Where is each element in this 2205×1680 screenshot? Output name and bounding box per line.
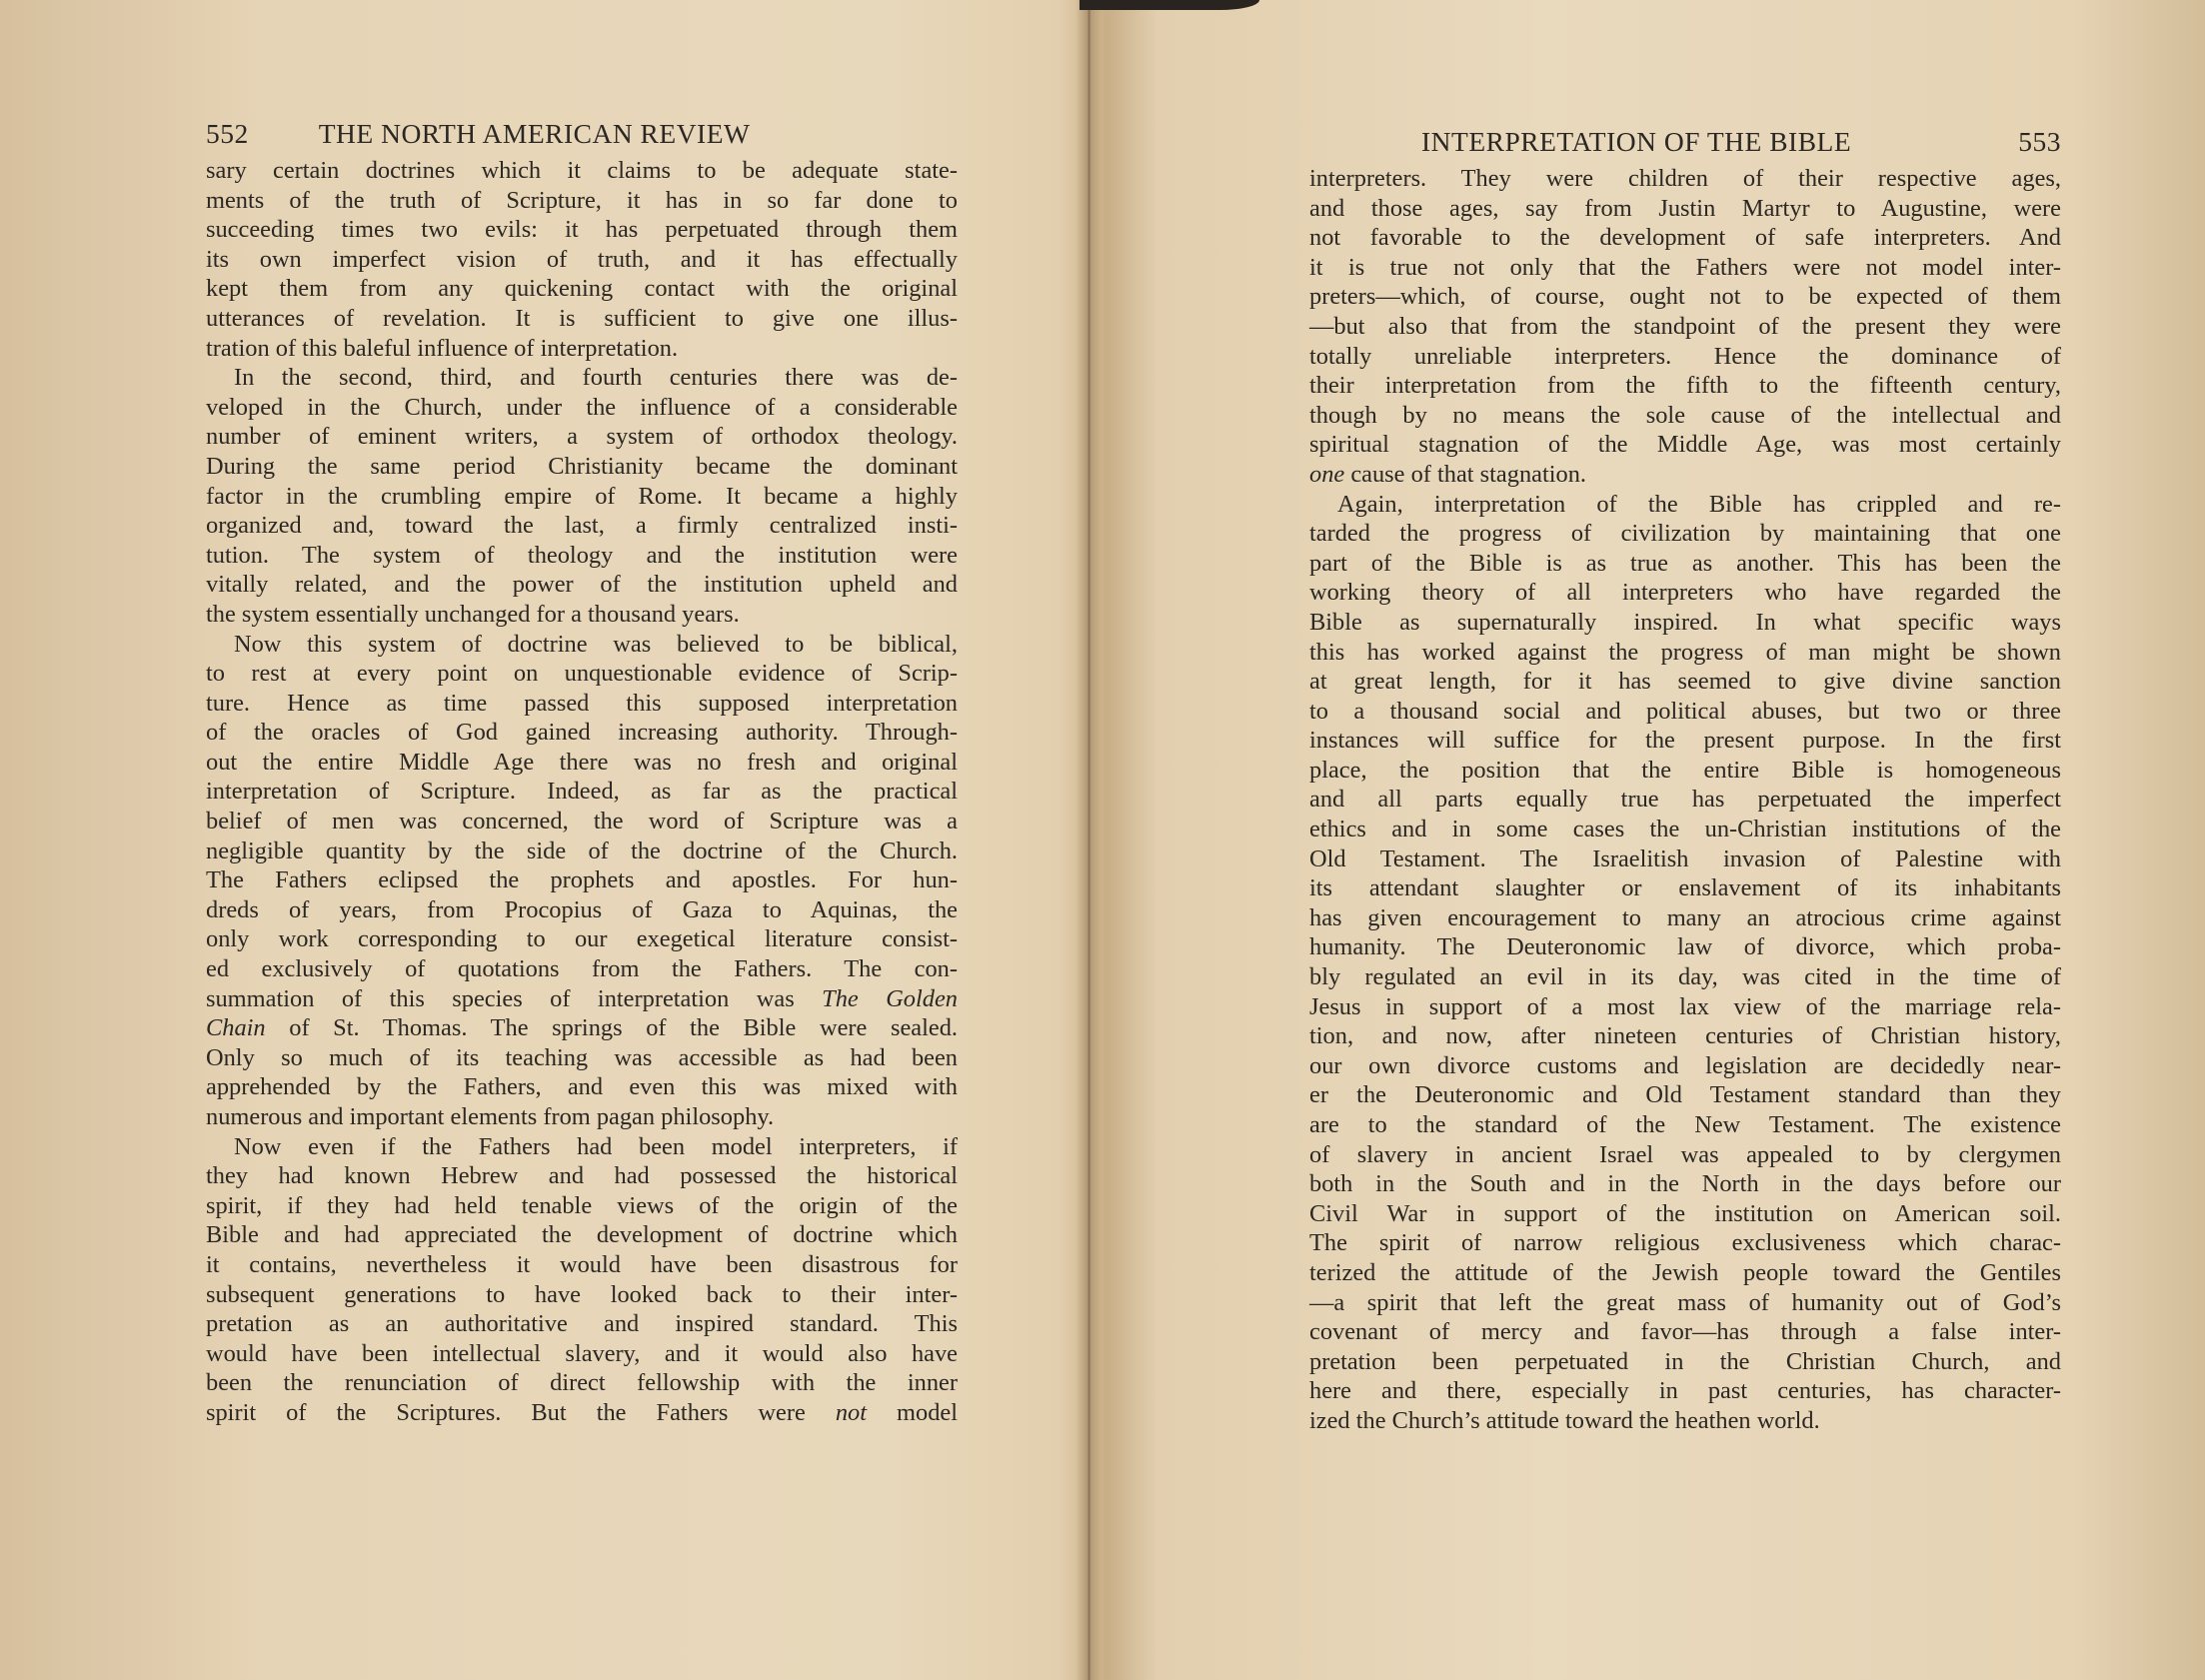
text-line: Old Testament. The Israelitish invasion of Palestine with <box>1309 844 2061 872</box>
text-line: Now this system of doctrine was believed to be biblical, <box>234 630 958 658</box>
text-line: tution. The system of theology and the institution were <box>206 541 958 569</box>
left-running-title: THE NORTH AMERICAN REVIEW <box>318 118 751 149</box>
paragraph <box>1309 490 2061 1436</box>
text-line: —but also that from the standpoint of the present they were <box>1309 312 2061 340</box>
book-gutter <box>1076 0 1102 1680</box>
text-line: Now even if the Fathers had been model interpreters, if <box>234 1132 958 1160</box>
text-line: kept them from any quickening contact with the original <box>206 275 958 303</box>
text-line: of slavery in ancient Israel was appealed to by clergymen <box>1309 1140 2061 1168</box>
text-line: ments of the truth of Scripture, it has in so far done to <box>206 186 958 214</box>
text-line: totally unreliable interpreters. Hence the dominance of <box>1309 342 2061 370</box>
text-line: organized and, toward the last, a firmly centralized insti- <box>206 512 958 540</box>
text-line: ized the Church’s attitude toward the heathen world. <box>1309 1406 1820 1434</box>
text-line: Again, interpretation of the Bible has crippled and re- <box>1337 490 2061 518</box>
text-line: sary certain doctrines which it claims to be adequate state- <box>206 157 958 184</box>
right-body-text <box>1309 164 2061 1436</box>
text-line: pretation been perpetuated in the Christian Church, and <box>1309 1347 2061 1375</box>
text-line: our own divorce customs and legislation are decidedly near- <box>1309 1051 2061 1079</box>
text-line: Bible and had appreciated the development of doctrine which <box>206 1221 958 1249</box>
text-line: During the same period Christianity became the dominant <box>206 452 958 480</box>
text-line: and those ages, say from Justin Martyr to Augustine, were <box>1309 194 2061 222</box>
text-line: here and there, especially in past centuries, has character- <box>1309 1377 2061 1405</box>
cover-edge <box>1080 0 1259 10</box>
text-line: Bible as supernaturally inspired. In what specific ways <box>1309 608 2061 636</box>
text-line: both in the South and in the North in the days before our <box>1309 1170 2061 1198</box>
left-running-head <box>206 118 958 150</box>
text-line: to a thousand social and political abuses, but two or three <box>1309 697 2061 725</box>
text-line: tration of this baleful influence of interpretation. <box>206 334 679 362</box>
text-line: tion, and now, after nineteen centuries of Christian history, <box>1309 1022 2061 1050</box>
text-line: working theory of all interpreters who have regarded the <box>1309 579 2061 607</box>
text-line: Chain of St. Thomas. The springs of the Bible were sealed. <box>206 1014 958 1042</box>
text-line: Civil War in support of the institution on American soil. <box>1309 1199 2061 1227</box>
text-line: The Fathers eclipsed the prophets and apostles. For hun- <box>206 866 958 894</box>
text-line: In the second, third, and fourth centuries there was de- <box>234 364 958 392</box>
text-line: veloped in the Church, under the influence of a considerable <box>206 393 958 421</box>
paragraph <box>206 630 958 1132</box>
text-line: part of the Bible is as true as another. This has been the <box>1309 549 2061 577</box>
text-line: spirit of the Scriptures. But the Fathers were not model <box>206 1398 959 1426</box>
text-line: dreds of years, from Procopius of Gaza to Aquinas, the <box>206 895 958 923</box>
text-line: apprehended by the Fathers, and even this was mixed with <box>206 1073 958 1101</box>
right-page <box>1309 126 2061 1436</box>
text-line: place, the position that the entire Bible is homogeneous <box>1309 756 2061 784</box>
text-line: spiritual stagnation of the Middle Age, was most certainly <box>1309 431 2061 459</box>
left-page-number: 552 <box>206 118 249 149</box>
text-line: only work corresponding to our exegetical literature consist- <box>206 925 958 953</box>
text-line: interpretation of Scripture. Indeed, as far as the practical <box>206 778 958 806</box>
text-line: The spirit of narrow religious exclusiveness which charac- <box>1309 1229 2061 1257</box>
text-line: pretation as an authoritative and inspired standard. This <box>206 1310 958 1338</box>
text-line: summation of this species of interpretation was The Golden <box>206 984 958 1012</box>
text-line: the system essentially unchanged for a thousand years. <box>206 600 740 628</box>
text-line: subsequent generations to have looked back to their inter- <box>206 1280 958 1308</box>
paragraph <box>1309 164 2061 490</box>
text-line: to rest at every point on unquestionable evidence of Scrip- <box>206 660 958 688</box>
text-line: —a spirit that left the great mass of humanity out of God’s <box>1309 1288 2061 1316</box>
text-line: humanity. The Deuteronomic law of divorce, which proba- <box>1309 933 2061 961</box>
text-line: has given encouragement to many an atrocious crime against <box>1309 903 2061 931</box>
text-line: tarded the progress of civilization by maintaining that one <box>1309 520 2061 548</box>
text-line: of the oracles of God gained increasing authority. Through- <box>206 719 958 747</box>
paragraph <box>206 1132 958 1428</box>
text-line: bly regulated an evil in its day, was cited in the time of <box>1309 963 2061 991</box>
text-line: vitally related, and the power of the institution upheld and <box>206 571 958 599</box>
paragraph <box>206 156 958 363</box>
left-page <box>206 118 958 1428</box>
text-line: Only so much of its teaching was accessible as had been <box>206 1043 958 1071</box>
text-line: factor in the crumbling empire of Rome. It became a highly <box>206 482 958 510</box>
text-line: it contains, nevertheless it would have been disastrous for <box>206 1250 958 1278</box>
text-line: one cause of that stagnation. <box>1309 460 1587 488</box>
text-line: interpreters. They were children of their respective ages, <box>1309 165 2061 192</box>
text-line: would have been intellectual slavery, and it would also have <box>206 1339 958 1367</box>
text-line: belief of men was concerned, the word of Scripture was a <box>206 808 958 836</box>
text-line: number of eminent writers, a system of orthodox theology. <box>206 423 958 451</box>
text-line: been the renunciation of direct fellowship with the inner <box>206 1369 958 1397</box>
text-line: instances will suffice for the present purpose. In the first <box>1309 727 2061 755</box>
left-body-text <box>206 156 958 1428</box>
text-line: out the entire Middle Age there was no fresh and original <box>206 748 958 776</box>
text-line: ture. Hence as time passed this supposed interpretation <box>206 689 958 717</box>
text-line: this has worked against the progress of man might be shown <box>1309 638 2061 666</box>
text-line: are to the standard of the New Testament. The existence <box>1309 1111 2061 1138</box>
text-line: they had known Hebrew and had possessed the historical <box>206 1162 958 1190</box>
paragraph <box>206 363 958 629</box>
text-line: succeeding times two evils: it has perpetuated through them <box>206 216 958 244</box>
text-line: their interpretation from the fifth to the fifteenth century, <box>1309 372 2061 400</box>
text-line: ed exclusively of quotations from the Fathers. The con- <box>206 955 958 983</box>
text-line: its own imperfect vision of truth, and it has effectually <box>206 245 958 273</box>
text-line: er the Deuteronomic and Old Testament standard than they <box>1309 1081 2061 1109</box>
text-line: negligible quantity by the side of the doctrine of the Church. <box>206 837 958 864</box>
text-line: at great length, for it has seemed to give divine sanction <box>1309 668 2061 696</box>
right-running-title: INTERPRETATION OF THE BIBLE <box>1421 126 1852 157</box>
text-line: it is true not only that the Fathers were not model inter- <box>1309 253 2061 281</box>
text-line: utterances of revelation. It is sufficient to give one illus- <box>206 304 958 332</box>
right-page-number: 553 <box>2018 126 2061 157</box>
text-line: spirit, if they had held tenable views of the origin of the <box>206 1191 958 1219</box>
text-line: its attendant slaughter or enslavement of its inhabitants <box>1309 874 2061 902</box>
text-line: and all parts equally true has perpetuated the imperfect <box>1309 786 2061 814</box>
text-line: terized the attitude of the Jewish people toward the Gentiles <box>1309 1258 2061 1286</box>
text-line: covenant of mercy and favor—has through a false inter- <box>1309 1318 2061 1346</box>
text-line: Jesus in support of a most lax view of the marriage rela- <box>1309 992 2061 1020</box>
text-line: though by no means the sole cause of the intellectual and <box>1309 401 2061 429</box>
text-line: ethics and in some cases the un-Christian institutions of the <box>1309 816 2061 843</box>
text-line: preters—which, of course, ought not to be expected of them <box>1309 283 2061 311</box>
text-line: not favorable to the development of safe interpreters. And <box>1309 224 2061 252</box>
right-running-head <box>1309 126 2061 158</box>
text-line: numerous and important elements from pagan philosophy. <box>206 1103 775 1130</box>
